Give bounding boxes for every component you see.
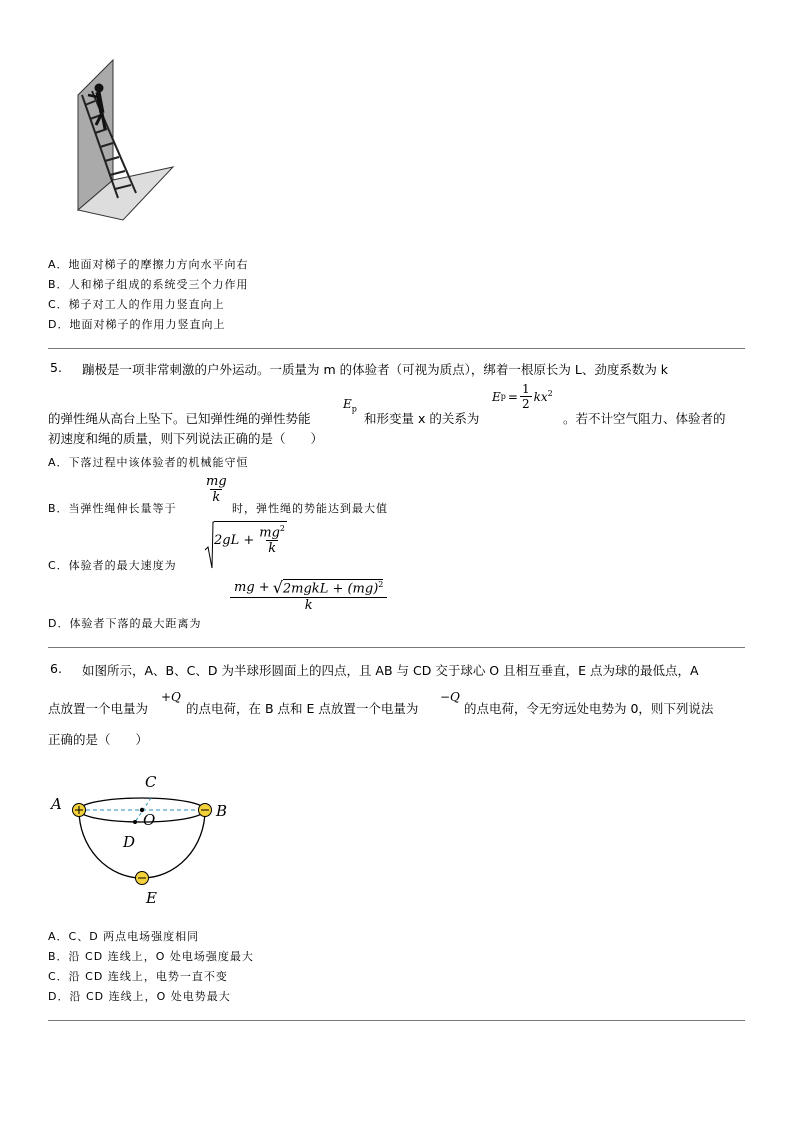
hemisphere-bowl bbox=[79, 810, 205, 878]
q6-option-c[interactable]: C．沿 CD 连线上，电势一直不变 bbox=[48, 970, 228, 983]
ep-symbol: $E_p$ bbox=[343, 397, 357, 414]
q5-option-b[interactable]: B．当弹性绳伸长量等于 bbox=[48, 502, 177, 515]
q6-line2-b: 的点电荷，在 B 点和 E 点放置一个电量为 bbox=[186, 701, 419, 716]
q5-option-b-post: 时，弹性绳的势能达到最大值 bbox=[232, 502, 388, 515]
label-b: B bbox=[216, 802, 228, 820]
q5-optD-fraction: mg + √ 2mgkL + (mg)$^2$ k bbox=[232, 578, 385, 613]
label-o: O bbox=[143, 811, 156, 829]
charge-negative: −Q bbox=[440, 690, 460, 704]
label-e: E bbox=[146, 889, 157, 907]
q4-option-d[interactable]: D．地面对梯子的作用力竖直向上 bbox=[48, 318, 226, 331]
q5-line2-b: 和形变量 x 的关系为 bbox=[364, 411, 480, 426]
q5-optC-radical bbox=[204, 520, 214, 570]
q5-number: 5. bbox=[50, 360, 62, 375]
q5-option-a[interactable]: A．下落过程中该体验者的机械能守恒 bbox=[48, 456, 249, 469]
divider bbox=[48, 1020, 745, 1021]
q5-line3: 初速度和绳的质量，则下列说法正确的是（ ） bbox=[48, 431, 324, 446]
charge-a-icon bbox=[73, 804, 86, 817]
q6-line3: 正确的是（ ） bbox=[48, 732, 149, 747]
charge-e-icon bbox=[136, 872, 149, 885]
q5-line2-a: 的弹性绳从高台上坠下。已知弹性绳的弹性势能 bbox=[48, 411, 311, 426]
q6-option-a[interactable]: A．C、D 两点电场强度相同 bbox=[48, 930, 200, 943]
charge-b-icon bbox=[199, 804, 212, 817]
q5-line1: 蹦极是一项非常刺激的户外运动。一质量为 m 的体验者（可视为质点），绑着一根原长为 L、劲度系数为 k bbox=[82, 362, 669, 377]
label-c: C bbox=[145, 773, 157, 791]
q5-option-d[interactable]: D．体验者下落的最大距离为 bbox=[48, 617, 202, 630]
charge-positive: +Q bbox=[161, 690, 181, 704]
q6-line1: 如图所示，A、B、C、D 为半球形圆面上的四点，且 AB 与 CD 交于球心 O 且相互垂直，E 点为球的最低点，A bbox=[82, 663, 699, 678]
q5-line2-c: 。若不计空气阻力、体验者的 bbox=[563, 411, 726, 426]
label-a: A bbox=[51, 795, 62, 813]
ep-formula: E p = $\frac{1}{2}$ $kx^2$ bbox=[492, 382, 553, 411]
q6-line2-a: 点放置一个电量为 bbox=[48, 701, 149, 716]
q6-line2-c: 的点电荷，令无穷远处电势为 0，则下列说法 bbox=[464, 701, 714, 716]
point-d bbox=[133, 820, 137, 824]
q5-option-c[interactable]: C．体验者的最大速度为 bbox=[48, 559, 177, 572]
q4-option-b[interactable]: B．人和梯子组成的系统受三个力作用 bbox=[48, 278, 249, 291]
q5-optC-radicand: 2gL + $\frac{mg^2}{k}$ bbox=[214, 521, 287, 556]
hemisphere-figure bbox=[45, 768, 245, 908]
ladder-figure bbox=[58, 55, 178, 225]
q6-option-b[interactable]: B．沿 CD 连线上，O 处电场强度最大 bbox=[48, 950, 254, 963]
divider bbox=[48, 647, 745, 648]
q5-optB-fraction: $\frac{mg}{k}$ bbox=[206, 474, 227, 505]
divider bbox=[48, 348, 745, 349]
q6-number: 6. bbox=[50, 661, 62, 676]
q4-option-c[interactable]: C．梯子对工人的作用力竖直向上 bbox=[48, 298, 225, 311]
q6-option-d[interactable]: D．沿 CD 连线上，O 处电势最大 bbox=[48, 990, 231, 1003]
q4-option-a[interactable]: A．地面对梯子的摩擦力方向水平向右 bbox=[48, 258, 249, 271]
label-d: D bbox=[123, 833, 136, 851]
